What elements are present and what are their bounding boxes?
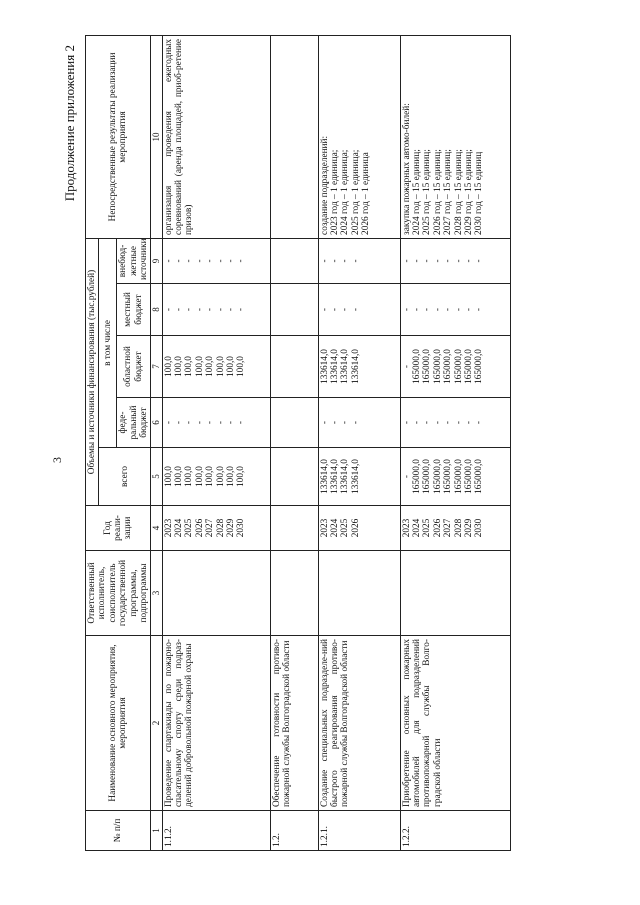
column-index: 8 — [151, 284, 162, 336]
header-regional: областной бюджет — [117, 336, 151, 398]
column-index-row — [151, 35, 162, 850]
row-num: 1.2.1. — [318, 811, 400, 851]
row-responsible — [400, 551, 510, 636]
table-row — [270, 35, 318, 850]
row-name: Создание специальных подразделе-ний быстрого реагирования противо-пожарной службы Волгоградской области — [318, 636, 400, 811]
row-total: 100,0 100,0 100,0 100,0 100,0 100,0 100,0 100,0 — [162, 448, 270, 506]
row-results: закупка пожарных автомо-билей: 2024 год – 15 единиц; 2025 год – 15 единиц; 2026 год – 15 единиц; 2027 год – 15 единиц; 2028 год – 15 единиц; 2029 год – 15 единиц; 2030 год – 15 единиц — [400, 35, 510, 238]
column-index: 1 — [151, 811, 162, 851]
row-regional: - 165000,0 165000,0 165000,0 165000,0 165000,0 165000,0 165000,0 — [400, 336, 510, 398]
header-local: местный бюджет — [117, 284, 151, 336]
row-name: Приобретение основных пожарных автомобилей для подразделений противопожарной службы Волго-градской области — [400, 636, 510, 811]
row-results: создание подразделений: 2023 год – 1 единица; 2024 год – 1 единица; 2025 год – 1 единица; 2026 год – 1 единица — [318, 35, 400, 238]
column-index: 5 — [151, 448, 162, 506]
header-total: всего — [99, 448, 151, 506]
table-row — [400, 35, 510, 850]
appendix-caption: Продолжение приложения 2 — [62, 45, 77, 202]
header-results: Непосредственные результаты реализации мероприятия — [86, 35, 151, 238]
column-index: 4 — [151, 506, 162, 551]
column-index: 3 — [151, 551, 162, 636]
row-name: Проведение спартакиады по пожарно-спасательному спорту среди подраз-делений добровольной пожарной охраны — [162, 636, 270, 811]
header-num: № п/п — [86, 811, 151, 851]
column-index: 6 — [151, 398, 162, 448]
row-local: - - - - - - - - — [400, 284, 510, 336]
row-total — [270, 448, 318, 506]
header-federal: феде-ральный бюджет — [117, 398, 151, 448]
row-offbudget: - - - - - - - - — [162, 238, 270, 283]
column-index: 9 — [151, 238, 162, 283]
row-num: 1.1.2. — [162, 811, 270, 851]
program-table — [85, 35, 511, 851]
row-total: - 165000,0 165000,0 165000,0 165000,0 165000,0 165000,0 165000,0 — [400, 448, 510, 506]
header-including: в том числе — [99, 238, 117, 447]
row-local: - - - - — [318, 284, 400, 336]
row-years: 2023 2024 2025 2026 2027 2028 2029 2030 — [400, 506, 510, 551]
column-index: 7 — [151, 336, 162, 398]
header-offbudget: внебюд-жетные источники — [117, 238, 151, 283]
row-offbudget: - - - - — [318, 238, 400, 283]
header-name: Наименование основного мероприятия, мероприятия — [86, 636, 151, 811]
row-results — [270, 35, 318, 238]
row-federal: - - - - - - - - — [400, 398, 510, 448]
row-responsible — [270, 551, 318, 636]
row-results: организация проведения ежегодных соревнований (аренда площадей, приоб-ретение призов) — [162, 35, 270, 238]
row-offbudget — [270, 238, 318, 283]
row-years — [270, 506, 318, 551]
header-funding: Объемы и источники финансирования (тыс.рублей) — [86, 238, 99, 505]
row-years: 2023 2024 2025 2026 2027 2028 2029 2030 — [162, 506, 270, 551]
row-name: Обеспечение готовности противо-пожарной службы Волгоградской области — [270, 636, 318, 811]
column-index: 10 — [151, 35, 162, 238]
header-responsible: Ответственный исполнитель, соисполнитель государственной программы, подпрограммы — [86, 551, 151, 636]
row-total: 133614,0 133614,0 133614,0 133614,0 — [318, 448, 400, 506]
row-federal: - - - - — [318, 398, 400, 448]
row-local: - - - - - - - - — [162, 284, 270, 336]
row-regional: 133614,0 133614,0 133614,0 133614,0 — [318, 336, 400, 398]
row-federal — [270, 398, 318, 448]
row-federal: - - - - - - - - — [162, 398, 270, 448]
header-year: Год реали-зации — [86, 506, 151, 551]
row-regional: 100,0 100,0 100,0 100,0 100,0 100,0 100,0 100,0 — [162, 336, 270, 398]
row-regional — [270, 336, 318, 398]
row-responsible — [162, 551, 270, 636]
table-row — [318, 35, 400, 850]
column-index: 2 — [151, 636, 162, 811]
row-num: 1.2.2. — [400, 811, 510, 851]
page-number: 3 — [50, 457, 64, 463]
row-local — [270, 284, 318, 336]
row-num: 1.2. — [270, 811, 318, 851]
row-years: 2023 2024 2025 2026 — [318, 506, 400, 551]
row-responsible — [318, 551, 400, 636]
table-row — [162, 35, 270, 850]
row-offbudget: - - - - - - - - — [400, 238, 510, 283]
